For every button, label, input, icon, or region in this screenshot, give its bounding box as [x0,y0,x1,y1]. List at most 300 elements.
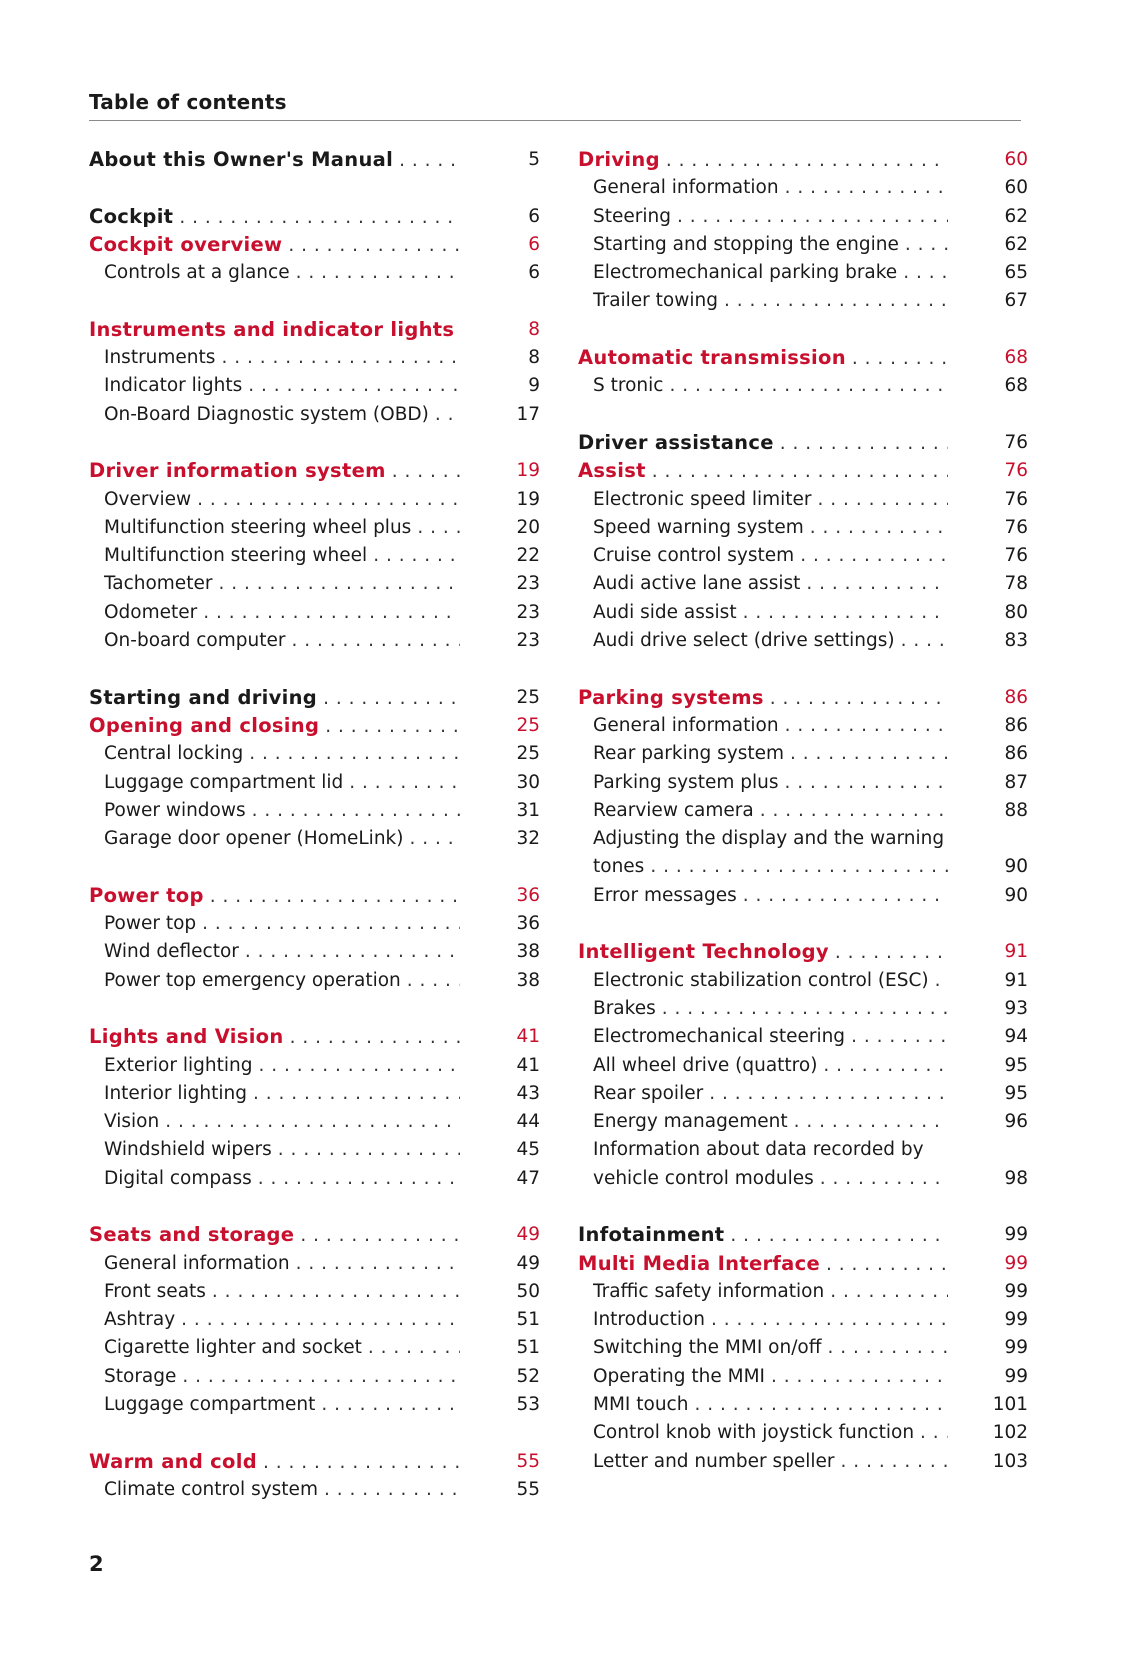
toc-entry[interactable] [578,1448,1028,1476]
toc-entry-leader [104,486,460,514]
toc-entry-title: Power top [89,883,204,907]
toc-entry-leader [89,203,460,231]
toc-entry-title: On-Board Diagnostic system (OBD) [104,403,429,425]
toc-entry-leader [104,1080,460,1108]
toc-entry[interactable] [578,712,1028,740]
toc-entry[interactable] [89,938,540,966]
toc-entry-title: Lights and Vision [89,1025,284,1049]
toc-entry-title: Windshield wipers [104,1139,272,1161]
toc-entry[interactable] [578,1136,1028,1164]
toc-entry[interactable] [578,1419,1028,1447]
toc-entry-title: Parking system plus [593,771,779,793]
toc-entry-title: Luggage compartment [104,1394,316,1416]
toc-entry-leader [104,797,460,825]
toc-entry-title: Electromechanical parking brake [593,262,898,284]
toc-entry-page: 32 [516,828,540,850]
toc-heading[interactable] [89,1448,540,1476]
toc-entry-title: Letter and number speller [593,1450,835,1472]
toc-entry-title: S tronic [593,375,664,397]
toc-entry-page: 53 [516,1394,540,1416]
toc-entry-title: Electronic speed limiter [593,488,812,510]
toc-entry-title: Driver assistance [578,430,774,454]
toc-entry-page: 49 [516,1224,540,1246]
toc-entry[interactable] [89,1080,540,1108]
toc-heading[interactable] [89,1221,540,1249]
toc-entry-page: 41 [516,1026,540,1048]
page-title: Table of contents [89,90,1021,121]
toc-entry-title: On-board computer [104,630,286,652]
toc-entry-leader [104,599,460,627]
toc-entry[interactable] [89,1334,540,1362]
toc-entry-page: 31 [516,799,540,821]
toc-entry[interactable] [89,1306,540,1334]
toc-entry-leader [593,542,948,570]
toc-entry-leader [593,1306,948,1334]
toc-entry-title: Seats and storage [89,1223,295,1247]
toc-entry-leader [593,599,948,627]
toc-entry-page: 96 [1004,1111,1028,1133]
toc-entry[interactable] [89,372,540,400]
toc-entry-title: Front seats [104,1280,206,1302]
toc-entry-title: Driving [578,148,660,171]
toc-entry-title: General information [104,1252,290,1274]
toc-entry-leader [593,1334,948,1362]
toc-heading[interactable] [89,316,540,344]
toc-entry[interactable] [578,174,1028,202]
toc-entry[interactable] [89,486,540,514]
toc-entry-title: Audi side assist [593,601,737,623]
toc-entry-leader [104,740,460,768]
toc-entry-leader [578,938,948,966]
toc-entry-leader [578,344,948,372]
toc-entry[interactable] [89,1136,540,1164]
toc-entry-page: 91 [1004,969,1028,991]
toc-entry-page: 83 [1004,630,1028,652]
toc-entry-title: Assist [578,459,646,483]
toc-entry-title: Electromechanical steering [593,1026,846,1048]
toc-entry-leader [104,1278,460,1306]
toc-entry-title: MMI touch [593,1394,689,1416]
toc-entry-title: Power top [104,913,197,935]
toc-entry[interactable] [578,570,1028,598]
toc-entry-title: Garage door opener (HomeLink) [104,828,404,850]
toc-entry-page: 51 [516,1309,540,1331]
toc-entry-page: 102 [992,1422,1028,1444]
toc-entry[interactable] [89,910,540,938]
toc-entry-page: 95 [1004,1082,1028,1104]
toc-entry[interactable] [578,599,1028,627]
toc-entry[interactable] [578,542,1028,570]
toc-entry-leader [593,1419,948,1447]
toc-entry-page: 86 [1004,743,1028,765]
toc-entry-leader [593,203,948,231]
toc-heading[interactable] [578,684,1028,712]
toc-entry-title: Power top emergency operation [104,969,401,991]
toc-entry-title: Rear parking system [593,743,784,765]
toc-entry-title: Exterior lighting [104,1054,253,1076]
toc-entry-leader [104,1363,460,1391]
toc-heading[interactable] [578,146,1028,174]
toc-entry-page: 76 [1004,488,1028,510]
toc-heading[interactable] [89,684,540,712]
toc-entry-page: 94 [1004,1026,1028,1048]
toc-entry[interactable] [89,825,540,853]
toc-entry-title: Automatic transmission [578,346,846,370]
toc-entry[interactable] [578,853,1028,881]
toc-entry-page: 19 [516,460,540,482]
toc-entry-page: 6 [528,262,540,284]
toc-entry-leader [593,1363,948,1391]
toc-entry-title: Luggage compartment lid [104,771,344,793]
toc-entry[interactable] [89,401,540,429]
toc-entry[interactable] [89,1391,540,1419]
toc-entry[interactable] [89,1278,540,1306]
toc-entry-title: Odometer [104,601,198,623]
toc-entry-title: tones [593,856,645,878]
toc-entry-title: Instruments [104,347,216,369]
toc-entry-leader [104,570,460,598]
toc-entry-leader [593,1052,948,1080]
toc-entry-title: Digital compass [104,1167,252,1189]
toc-entry-page: 23 [516,630,540,652]
toc-entry-leader [104,1136,460,1164]
toc-entry-page: 60 [1004,177,1028,199]
toc-entry-title: Starting and stopping the engine [593,233,899,255]
toc-entry-leader [578,429,948,457]
toc-entry-page: 60 [1004,149,1028,170]
toc-entry-title: Audi active lane assist [593,573,801,595]
toc-entry[interactable] [89,599,540,627]
toc-entry-page: 99 [1004,1337,1028,1359]
toc-entry[interactable] [89,769,540,797]
toc-entry[interactable] [578,1391,1028,1419]
toc-entry[interactable] [578,797,1028,825]
toc-entry-leader [593,1080,948,1108]
toc-entry-leader [104,372,460,400]
toc-entry-page: 62 [1004,233,1028,255]
toc-entry[interactable] [578,1165,1028,1193]
toc-entry-page: 49 [516,1252,540,1274]
toc-entry-title: Cockpit overview [89,232,283,256]
toc-heading[interactable] [89,231,540,259]
toc-entry-leader [593,967,948,995]
toc-entry-title: Information about data recorded by [593,1139,924,1161]
toc-entry-leader [104,1052,460,1080]
toc-entry-page: 91 [1004,941,1028,963]
toc-entry-title: Trailer towing [593,290,718,312]
toc-entry[interactable] [89,344,540,372]
toc-entry[interactable] [89,1165,540,1193]
toc-entry-leader [593,1108,948,1136]
toc-entry-title: Switching the MMI on/off [593,1337,822,1359]
toc-entry-title: Speed warning system [593,516,804,538]
toc-entry-title: About this Owner's Manual [89,148,394,171]
toc-entry[interactable] [89,542,540,570]
toc-entry[interactable] [578,1306,1028,1334]
toc-entry-title: Operating the MMI [593,1365,765,1387]
toc-entry-title: Brakes [593,997,656,1019]
toc-entry-title: Climate control system [104,1478,318,1500]
toc-entry-leader [89,231,460,259]
toc-heading[interactable] [89,146,540,174]
toc-entry-title: Cruise control system [593,545,795,567]
toc-entry[interactable] [578,882,1028,910]
toc-entry-page: 86 [1004,714,1028,736]
toc-entry-title: Tachometer [104,573,213,595]
toc-entry-leader [593,995,948,1023]
toc-entry-title: Traffic safety information [593,1280,825,1302]
toc-entry-title: Opening and closing [89,713,320,737]
toc-entry-page: 36 [516,884,540,906]
toc-entry-leader [104,514,460,542]
toc-entry-leader [104,344,460,372]
toc-entry-page: 45 [516,1139,540,1161]
toc-entry-leader [104,401,460,429]
toc-entry-page: 76 [1004,545,1028,567]
toc-heading[interactable] [578,1221,1028,1249]
toc-entry-title: Central locking [104,743,244,765]
toc-entry-leader [578,146,948,174]
toc-entry-leader [104,259,460,287]
toc-entry[interactable] [578,1278,1028,1306]
toc-entry-page: 8 [528,347,540,369]
toc-entry-page: 25 [516,686,540,708]
toc-entry-leader [104,967,460,995]
toc-entry-leader [89,882,460,910]
toc-entry-leader [104,938,460,966]
toc-right-column [578,146,1028,1476]
toc-entry-leader [593,231,948,259]
toc-entry-leader [578,684,948,712]
toc-entry-page: 76 [1004,460,1028,482]
toc-heading[interactable] [578,344,1028,372]
toc-entry[interactable] [89,740,540,768]
toc-entry-page: 50 [516,1280,540,1302]
toc-entry-title: Cigarette lighter and socket [104,1337,362,1359]
toc-entry-title: General information [593,177,779,199]
toc-entry-leader [593,769,948,797]
toc-entry-title: Electronic stabilization control (ESC) [593,969,929,991]
toc-entry[interactable] [578,1363,1028,1391]
toc-entry-leader [593,287,948,315]
toc-entry-leader [593,712,948,740]
toc-entry[interactable] [89,1250,540,1278]
toc-entry[interactable] [578,769,1028,797]
toc-entry-leader [593,486,948,514]
toc-entry[interactable] [89,570,540,598]
toc-entry-page: 76 [1004,516,1028,538]
toc-entry[interactable] [89,797,540,825]
toc-entry[interactable] [578,1334,1028,1362]
toc-entry-leader [89,1221,460,1249]
toc-entry-page: 20 [516,516,540,538]
toc-heading[interactable] [578,429,1028,457]
toc-entry-page: 19 [516,488,540,510]
toc-entry-leader [593,1448,948,1476]
toc-entry[interactable] [578,486,1028,514]
toc-entry-page: 62 [1004,205,1028,227]
toc-entry-title: Indicator lights [104,375,243,397]
toc-entry[interactable] [578,1052,1028,1080]
toc-entry[interactable] [578,372,1028,400]
toc-entry-leader [578,1221,948,1249]
toc-entry-title: Wind deflector [104,941,239,963]
toc-entry-title: Control knob with joystick function [593,1422,915,1444]
toc-entry-leader [593,1165,948,1193]
toc-entry-title: Controls at a glance [104,262,290,284]
toc-entry-leader [104,627,460,655]
toc-entry-leader [89,1023,460,1051]
toc-entry-page: 67 [1004,290,1028,312]
toc-entry-title: Adjusting the display and the warning [593,828,945,850]
toc-entry-page: 65 [1004,262,1028,284]
toc-entry-page: 23 [516,573,540,595]
toc-entry-leader [593,882,948,910]
toc-entry-leader [593,1023,948,1051]
toc-entry-page: 38 [516,969,540,991]
toc-entry-title: All wheel drive (quattro) [593,1054,818,1076]
toc-entry-leader [104,1306,460,1334]
toc-entry-leader [104,1250,460,1278]
toc-entry[interactable] [89,1363,540,1391]
toc-entry-title: Intelligent Technology [578,940,829,964]
toc-entry-leader [89,316,460,344]
toc-entry-title: Storage [104,1365,177,1387]
toc-entry-leader [104,910,460,938]
toc-entry-title: Cockpit [89,204,174,228]
toc-entry-page: 80 [1004,601,1028,623]
toc-entry-leader [104,825,460,853]
toc-entry[interactable] [578,203,1028,231]
toc-entry-page: 43 [516,1082,540,1104]
toc-heading[interactable] [578,1250,1028,1278]
toc-entry-title: Introduction [593,1309,706,1331]
toc-entry[interactable] [89,514,540,542]
toc-entry-title: Overview [104,488,192,510]
toc-entry-title: Rear spoiler [593,1082,704,1104]
toc-entry-page: 99 [1004,1224,1028,1246]
toc-entry-page: 30 [516,771,540,793]
toc-entry-page: 68 [1004,347,1028,369]
toc-entry-leader [89,1448,460,1476]
toc-entry[interactable] [578,627,1028,655]
toc-entry-page: 41 [516,1054,540,1076]
toc-entry[interactable] [89,1108,540,1136]
toc-entry[interactable] [578,1023,1028,1051]
toc-entry-leader [578,1250,948,1278]
toc-entry[interactable] [89,1052,540,1080]
toc-heading[interactable] [89,882,540,910]
toc-entry[interactable] [578,259,1028,287]
toc-entry-page: 23 [516,601,540,623]
toc-entry[interactable] [89,627,540,655]
toc-entry-page: 101 [992,1394,1028,1416]
toc-entry[interactable] [578,287,1028,315]
toc-heading[interactable] [578,938,1028,966]
toc-entry[interactable] [578,995,1028,1023]
toc-entry-leader [593,1391,948,1419]
toc-entry-page: 47 [516,1167,540,1189]
toc-entry-page: 90 [1004,856,1028,878]
toc-entry[interactable] [89,259,540,287]
toc-entry[interactable] [578,1108,1028,1136]
toc-entry-title: Error messages [593,884,737,906]
toc-heading[interactable] [578,457,1028,485]
toc-entry-page: 6 [528,205,540,227]
toc-entry-page: 90 [1004,884,1028,906]
toc-entry-page: 25 [516,743,540,765]
toc-entry[interactable] [578,514,1028,542]
toc-entry[interactable] [89,1476,540,1504]
toc-entry-title: Vision [104,1111,160,1133]
toc-entry-title: Infotainment [578,1223,725,1247]
toc-entry-page: 98 [1004,1167,1028,1189]
toc-entry-page: 55 [516,1450,540,1472]
toc-heading[interactable] [89,457,540,485]
toc-entry-page: 8 [528,318,540,340]
toc-entry-title: Starting and driving [89,685,318,709]
toc-entry-leader [104,1476,460,1504]
toc-entry-title: Multi Media Interface [578,1251,821,1275]
toc-entry-leader [593,514,948,542]
toc-entry-page: 87 [1004,771,1028,793]
toc-heading[interactable] [89,712,540,740]
toc-entry-leader [104,1334,460,1362]
toc-entry-leader [593,570,948,598]
toc-entry-page: 9 [528,375,540,397]
toc-entry[interactable] [578,231,1028,259]
toc-entry-leader [89,684,460,712]
toc-entry-page: 22 [516,545,540,567]
toc-entry-title: Energy management [593,1111,788,1133]
toc-entry-title: Ashtray [104,1309,176,1331]
toc-entry-page: 99 [1004,1309,1028,1331]
toc-entry-page: 55 [516,1478,540,1500]
toc-entry-leader [104,542,460,570]
toc-entry[interactable] [89,967,540,995]
toc-entry-leader [104,1165,460,1193]
toc-entry-title: Multifunction steering wheel plus [104,516,412,538]
toc-entry-page: 68 [1004,375,1028,397]
toc-entry[interactable] [578,740,1028,768]
page-number: 2 [89,1552,104,1576]
toc-entry[interactable] [578,825,1028,853]
toc-entry-leader [593,740,948,768]
toc-entry-title: vehicle control modules [593,1167,814,1189]
toc-entry[interactable] [578,1080,1028,1108]
toc-entry-page: 6 [528,233,540,255]
toc-entry-page: 88 [1004,799,1028,821]
toc-entry-leader [578,457,948,485]
toc-heading[interactable] [89,1023,540,1051]
toc-entry-title: Parking systems [578,685,764,709]
toc-entry-leader [104,1391,460,1419]
toc-entry-title: General information [593,714,779,736]
toc-entry-page: 38 [516,941,540,963]
toc-heading[interactable] [89,203,540,231]
toc-entry-title: Steering [593,205,671,227]
toc-entry-page: 99 [1004,1280,1028,1302]
toc-left-column [89,146,540,1504]
toc-entry-leader [89,146,460,174]
toc-entry-page: 44 [516,1111,540,1133]
toc-entry-page: 51 [516,1337,540,1359]
toc-entry[interactable] [578,967,1028,995]
toc-entry-leader [593,797,948,825]
toc-entry-leader [89,457,460,485]
toc-entry-page: 99 [1004,1252,1028,1274]
toc-entry-leader [593,825,948,853]
